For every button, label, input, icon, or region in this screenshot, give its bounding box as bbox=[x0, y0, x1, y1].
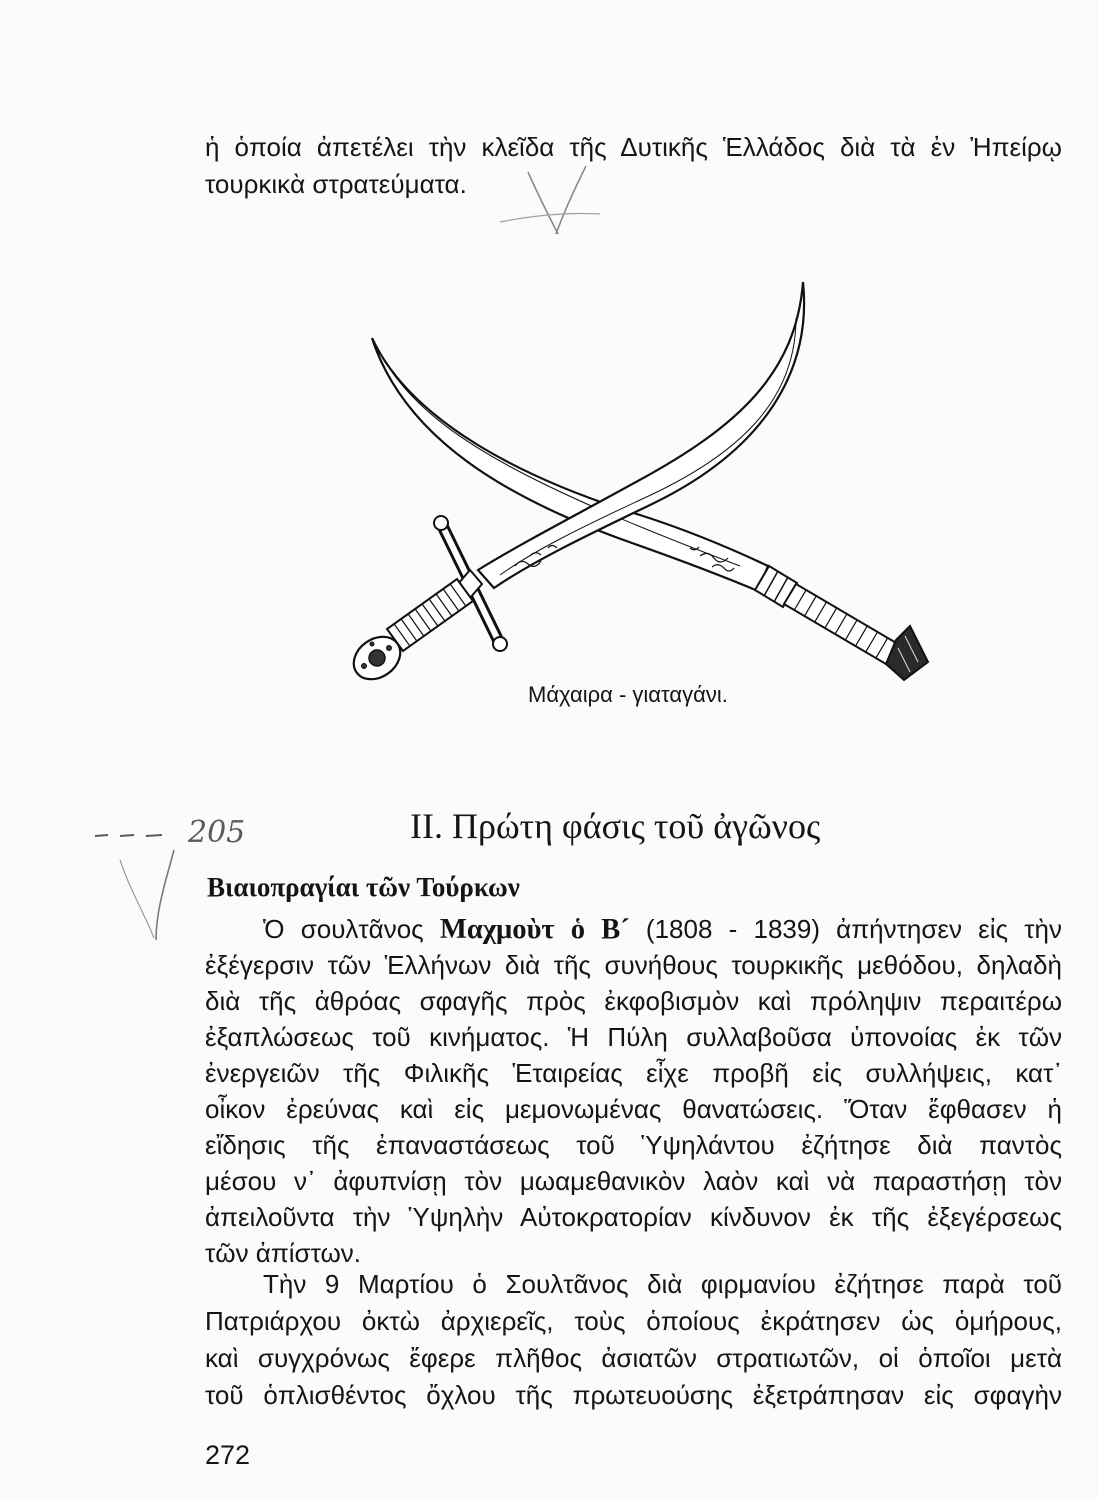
line-text: (1808 - 1839) ἀπήντησεν εἰς τὴν bbox=[629, 914, 1062, 944]
yatagan bbox=[372, 338, 928, 680]
margin-dash bbox=[95, 835, 108, 836]
saber-quillon-knob bbox=[434, 516, 448, 530]
intro-paragraph bbox=[205, 129, 1062, 203]
intro-line: τουρκικὰ στρατεύματα. bbox=[205, 169, 467, 199]
margin-dash bbox=[146, 835, 162, 836]
paragraph-line: εἴδησις τῆς ἐπαναστάσεως τοῦ Ὑψηλάντου ἐζήτησε διὰ παντὸς bbox=[205, 1130, 1062, 1160]
paragraph-line: τοῦ ὁπλισθέντος ὄχλου τῆς πρωτευούσης ἐξετράπησαν εἰς σφαγὴν bbox=[205, 1380, 1062, 1410]
sultan-name-bold: Μαχμοὺτ ὁ Β´ bbox=[439, 914, 630, 945]
intro-line: ἡ ὁποία ἀπετέλει τὴν κλεῖδα τῆς Δυτικῆς Ἑλλάδος διὰ τὰ ἐν Ἠπείρῳ bbox=[205, 132, 1062, 162]
yatagan-pommel bbox=[886, 626, 928, 680]
saber-pommel-dot bbox=[370, 642, 374, 646]
paragraph-line: ἐξέγερσιν τῶν Ἑλλήνων διὰ τῆς συνήθους τουρκικῆς μεθόδου, δηλαδὴ bbox=[205, 950, 1062, 980]
line-text: Ὁ σουλτᾶνος bbox=[263, 914, 440, 944]
section-heading: II. Πρώτη φάσις τοῦ ἀγῶνος bbox=[410, 806, 821, 846]
paragraph-line: Τὴν 9 Μαρτίου ὁ Σουλτᾶνος διὰ φιρμανίου ἐζήτησε παρὰ τοῦ bbox=[263, 1269, 1062, 1299]
subheading: Βιαιοπραγίαι τῶν Τούρκων bbox=[207, 872, 520, 902]
pencil-stroke bbox=[500, 213, 600, 222]
margin-dash bbox=[120, 835, 134, 836]
figure-caption: Μάχαιρα - γιαταγάνι. bbox=[528, 682, 728, 707]
paragraph-line: ἀπειλοῦντα τὴν Ὑψηλὴν Αὐτοκρατορίαν κίνδυνον ἐκ τῆς ἐξεγέρσεως bbox=[205, 1202, 1062, 1232]
paragraph-line: καὶ συγχρόνως ἔφερε πλῆθος ἀσιατῶν στρατιωτῶν, οἱ ὁποῖοι μετὰ bbox=[205, 1343, 1062, 1373]
saber-pommel-boss bbox=[369, 650, 385, 666]
paragraph-line: Πατριάρχου ὀκτὼ ἀρχιερεῖς, τοὺς ὁποίους ἐκράτησεν ὡς ὁμήρους, bbox=[205, 1306, 1062, 1336]
paragraph-line: διὰ τῆς ἀθρόας σφαγῆς πρὸς ἐκφοβισμὸν καὶ πρόληψιν περαιτέρω bbox=[205, 986, 1062, 1016]
margin-bracket bbox=[120, 860, 154, 938]
paragraph-line: οἶκον ἐρεύνας καὶ εἰς μεμονωμένας θανατώσεις. Ὅταν ἔφθασεν ἡ bbox=[205, 1094, 1062, 1124]
paragraph-line: ἐξαπλώσεως τοῦ κινήματος. Ἡ Πύλη συλλαβοῦσα ὑπονοίας ἐκ τῶν bbox=[205, 1022, 1062, 1052]
paragraph-line: ἐνεργειῶν τῆς Φιλικῆς Ἑταιρείας εἶχε προβῆ εἰς συλλήψεις, κατ᾽ bbox=[205, 1058, 1062, 1088]
paragraph-2 bbox=[205, 1266, 1062, 1414]
saber-quillon-knob bbox=[493, 637, 507, 651]
paragraph-line: μέσου ν᾽ ἀφυπνίσῃ τὸν μωαμεθανικὸν λαὸν καὶ νὰ παραστήσῃ τὸν bbox=[205, 1166, 1062, 1196]
page-number: 272 bbox=[205, 1440, 251, 1470]
saber-pommel-dot bbox=[362, 664, 367, 669]
paragraph-line: τῶν ἀπίστων. bbox=[205, 1238, 362, 1268]
saber bbox=[346, 282, 804, 688]
saber-pommel-dot bbox=[387, 646, 392, 651]
paragraph-line bbox=[263, 911, 1062, 947]
paragraph-1 bbox=[205, 911, 1062, 1271]
margin-bracket bbox=[156, 850, 174, 940]
crossed-swords-illustration bbox=[340, 270, 940, 700]
handwritten-margin-note: 205 bbox=[188, 815, 246, 850]
